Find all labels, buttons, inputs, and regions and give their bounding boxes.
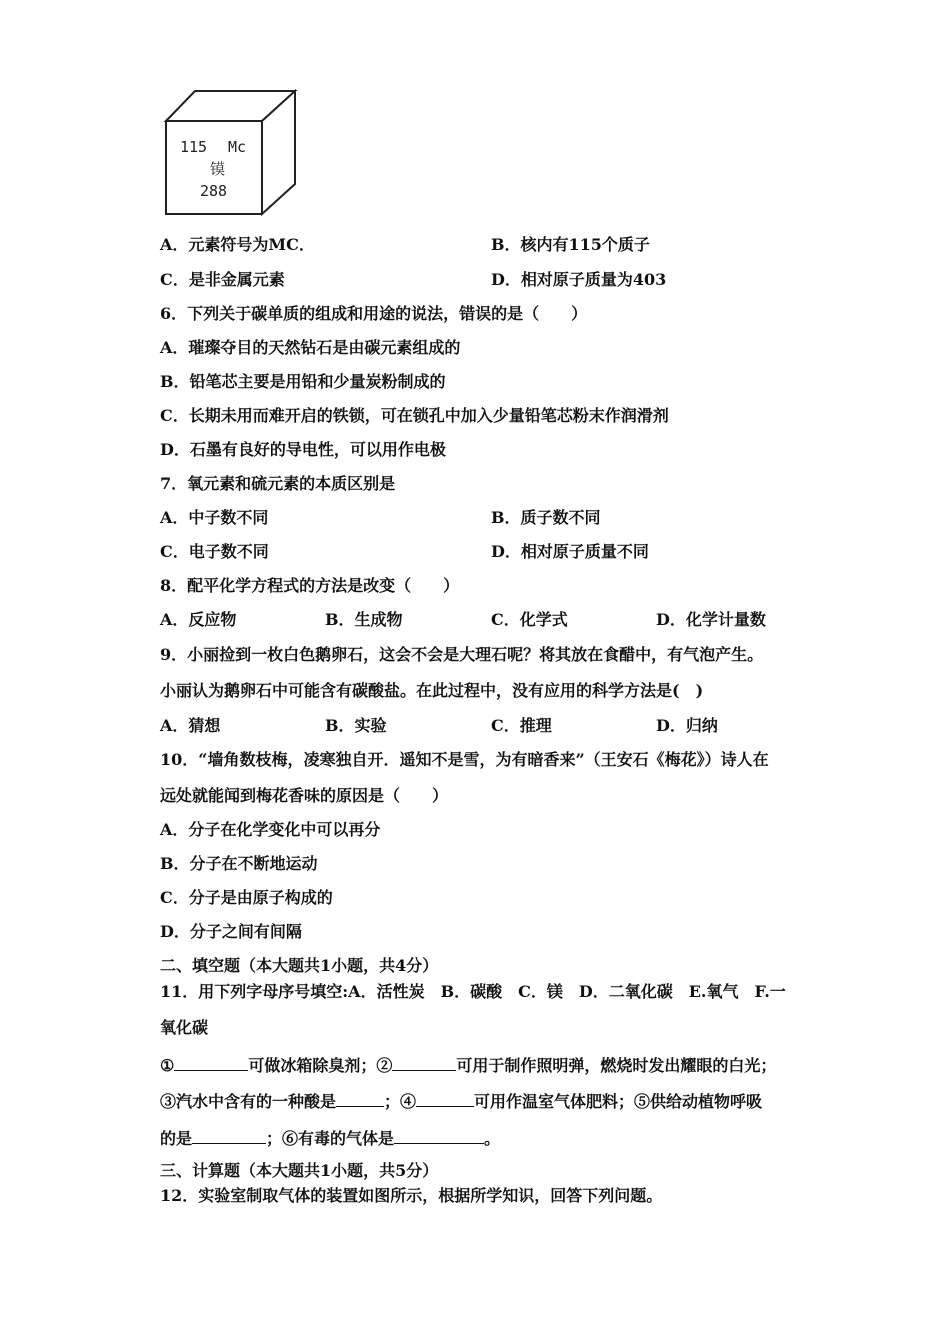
q9-option-c: C．推理 [491,716,552,735]
q11-line2 [160,1090,762,1112]
q9-option-d: D．归纳 [656,716,718,735]
q6-option-d: D．石墨有良好的导电性，可以用作电极 [160,440,446,459]
q5-option-a: A．元素符号为MC． [160,235,315,254]
q11-circle-1: ① [160,1056,175,1075]
q6-option-b: B．铅笔芯主要是用铅和少量炭粉制成的 [160,372,446,391]
q7-option-d: D．相对原子质量不同 [491,542,649,561]
q10-stem-line2: 远处就能闻到梅花香味的原因是（ ） [160,786,449,805]
q11-text-4: ；④ [384,1092,417,1111]
element-card [160,86,300,225]
q9-stem-line1: 9．小丽捡到一枚白色鹅卵石，这会不会是大理石呢？将其放在食醋中，有气泡产生。 [160,645,764,664]
q9-option-b: B．实验 [325,716,387,735]
element-card-drawing [160,86,300,221]
q11-text-1: 可做冰箱除臭剂；② [248,1056,393,1075]
section-fill-in-title: 二、填空题（本大题共1小题，共4分） [160,956,439,975]
q11-line3 [160,1127,500,1149]
answer-blank-1[interactable] [174,1054,248,1071]
q9-option-a: A．猜想 [160,716,221,735]
q10-option-d: D．分子之间有间隔 [160,922,302,941]
q11-text-5: 可用作温室气体肥料；⑤供给动植物呼吸 [474,1092,763,1111]
q11-stem-line2: 氧化碳 [160,1018,209,1037]
element-name: 镆 [210,160,226,178]
q11-text-8: 。 [484,1129,501,1148]
q10-option-c: C．分子是由原子构成的 [160,888,333,907]
q5-option-d: D．相对原子质量为403 [491,270,667,289]
section-calculation-title: 三、计算题（本大题共1小题，共5分） [160,1161,439,1180]
q7-option-a: A．中子数不同 [160,508,269,527]
q7-option-b: B．质子数不同 [491,508,601,527]
q8-stem: 8．配平化学方程式的方法是改变（ ） [160,576,460,595]
q11-text-2: 可用于制作照明弹，燃烧时发出耀眼的白光； [456,1056,777,1075]
q6-option-a: A．璀璨夺目的天然钻石是由碳元素组成的 [160,338,461,357]
q5-option-b: B．核内有115个质子 [491,235,650,254]
element-symbol: Mc [228,138,247,156]
q5-option-c: C．是非金属元素 [160,270,285,289]
q10-stem-line1: 10．“墙角数枝梅，凌寒独自开．遥知不是雪，为有暗香来”（王安石《梅花》）诗人在 [160,750,769,769]
answer-blank-3[interactable] [336,1090,384,1107]
q11-text-6: 的是 [160,1129,193,1148]
q12-stem: 12．实验室制取气体的装置如图所示，根据所学知识，回答下列问题。 [160,1186,663,1205]
q8-option-d: D．化学计量数 [656,610,766,629]
answer-blank-4[interactable] [416,1090,474,1107]
q11-text-7: ；⑥有毒的气体是 [266,1129,395,1148]
element-number: 115 [180,138,208,156]
q6-stem: 6．下列关于碳单质的组成和用途的说法，错误的是（ ） [160,304,588,323]
answer-blank-2[interactable] [392,1054,456,1071]
q11-text-3: ③汽水中含有的一种酸是 [160,1092,337,1111]
q8-option-b: B．生成物 [325,610,403,629]
q7-option-c: C．电子数不同 [160,542,269,561]
q7-stem: 7．氧元素和硫元素的本质区别是 [160,474,396,493]
answer-blank-5[interactable] [192,1127,266,1144]
element-mass: 288 [200,182,228,200]
q10-option-b: B．分子在不断地运动 [160,854,318,873]
answer-blank-6[interactable] [394,1127,484,1144]
q11-line1 [160,1054,776,1076]
q8-option-a: A．反应物 [160,610,237,629]
q11-stem-line1: 11．用下列字母序号填空:A．活性炭 B．碳酸 C．镁 D．二氧化碳 E.氧气 F.一 [160,982,786,1001]
q6-option-c: C．长期未用而难开启的铁锁，可在锁孔中加入少量铅笔芯粉末作润滑剂 [160,406,669,425]
q10-option-a: A．分子在化学变化中可以再分 [160,820,381,839]
q9-stem-line2: 小丽认为鹅卵石中可能含有碳酸盐。在此过程中，没有应用的科学方法是( ) [160,681,704,700]
q8-option-c: C．化学式 [491,610,568,629]
